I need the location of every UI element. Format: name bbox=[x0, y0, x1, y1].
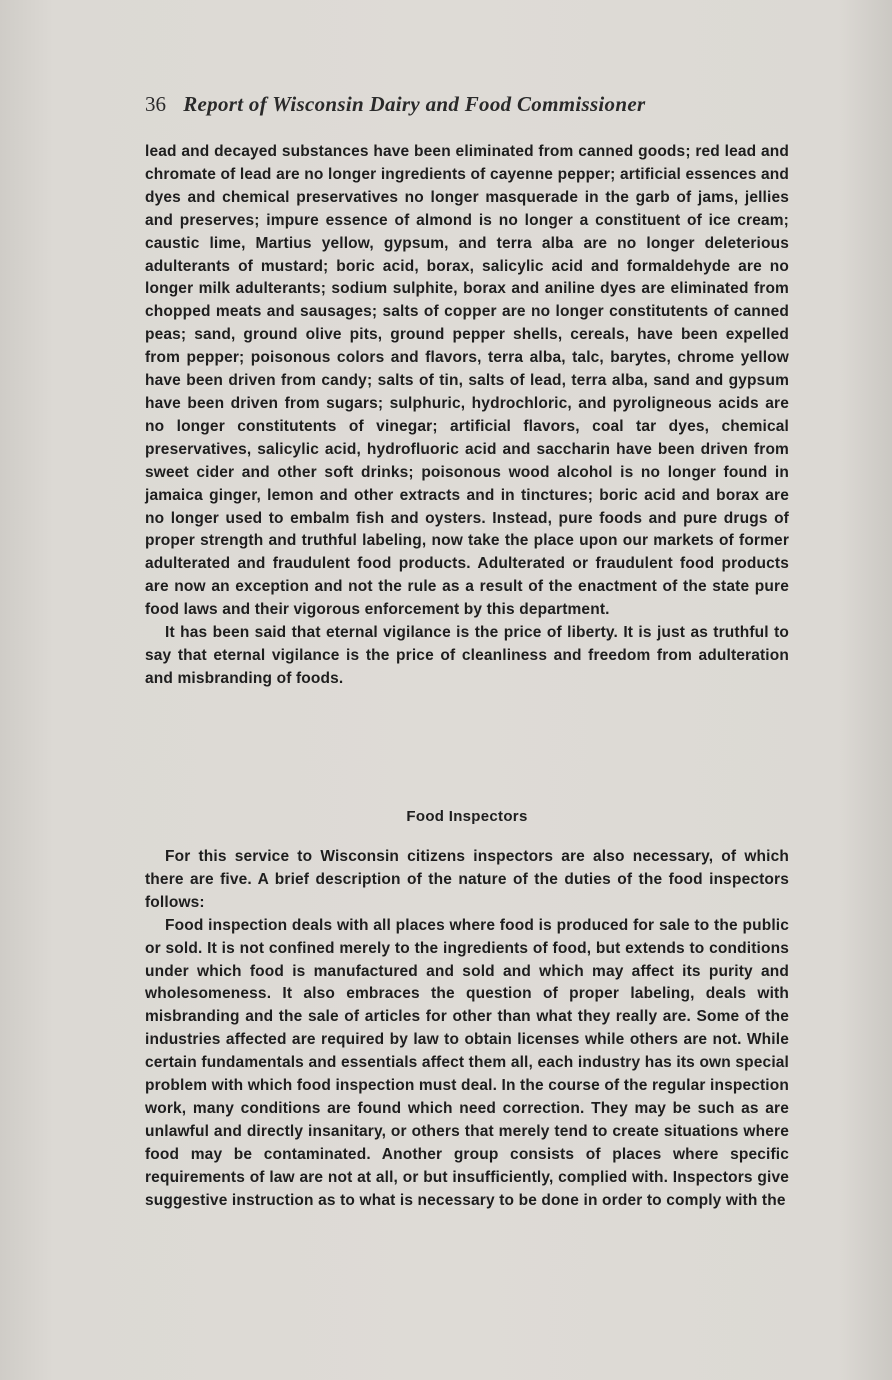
section-heading-food-inspectors: Food Inspectors bbox=[406, 808, 528, 825]
paragraph-inspectors-intro: For this service to Wisconsin citizens inspectors are also necessary, of which there are five. A brief description of the nature of the duties of the food inspectors follows: bbox=[145, 848, 789, 911]
paragraph-food-inspection-duties: Food inspection deals with all places where food is produced for sale to the public or sold. It is not confined merely to the ingredients of food, but extends to conditions under which food is manufactured and sold and which may affect its purity and wholesomeness. It also embraces the question of proper labeling, deals with misbranding and the sale of articles for other than what they really are. Some of the industries affected are required by law to obtain licenses while others are not. While certain fundamentals and essentials affect them all, each industry has its own special problem with which food inspection must deal. In the course of the regular inspection work, many conditions are found which need correction. They may be such as are unlawful and directly insanitary, or others that merely tend to create situations where food may be contaminated. Another group consists of places where specific requirements of law are not at all, or but insufficiently, complied with. Inspectors give suggestive instruction as to what is necessary to be done in order to comply with the bbox=[145, 916, 790, 1209]
body-text-lower bbox=[145, 846, 789, 1213]
running-header bbox=[145, 92, 745, 117]
body-text-upper bbox=[145, 141, 789, 691]
page-number: 36 bbox=[145, 92, 166, 116]
running-title: Report of Wisconsin Dairy and Food Commissioner bbox=[183, 92, 646, 116]
paragraph-eternal-vigilance: It has been said that eternal vigilance is the price of liberty. It is just as truthful to say that eternal vigilance is the price of cleanliness and freedom from adulteration and misbranding of foods. bbox=[145, 624, 789, 687]
paragraph-adulterants-eliminated: lead and decayed substances have been eliminated from canned goods; red lead and chromate of lead are no longer ingredients of cayenne pepper; artificial essences and dyes and chemical preservatives no longer masquerade in the garb of jams, jellies and preserves; impure essence of almond is no longer a constituent of ice cream; caustic lime, Martius yellow, gypsum, and terra alba are no longer deleterious adulterants of mustard; boric acid, borax, salicylic acid and formaldehyde are no longer milk adulterants; sodium sulphite, borax and aniline dyes are eliminated from chopped meats and sausages; salts of copper are no longer constitutents of canned peas; sand, ground olive pits, ground pepper shells, cereals, have been expelled from pepper; poisonous colors and flavors, terra alba, talc, barytes, chrome yellow have been driven from candy; salts of tin, salts of lead, terra alba, sand and gypsum have been driven from sugars; sulphuric, hydrochloric, and pyroligneous acids are no longer constitutents of vinegar; artificial flavors, coal tar dyes, chemical preservatives, salicylic acid, hydrofluoric acid and saccharin have been driven from sweet cider and other soft drinks; poisonous wood alcohol is no longer found in jamaica ginger, lemon and other extracts and in tinctures; boric acid and borax are no longer used to embalm fish and oysters. Instead, pure foods and pure drugs of proper strength and truthful labeling, now take the place upon our markets of former adulterated and fraudulent food products. Adulterated or fraudulent food products are now an exception and not the rule as a result of the enactment of the state pure food laws and their vigorous enforcement by this department. bbox=[145, 143, 789, 619]
